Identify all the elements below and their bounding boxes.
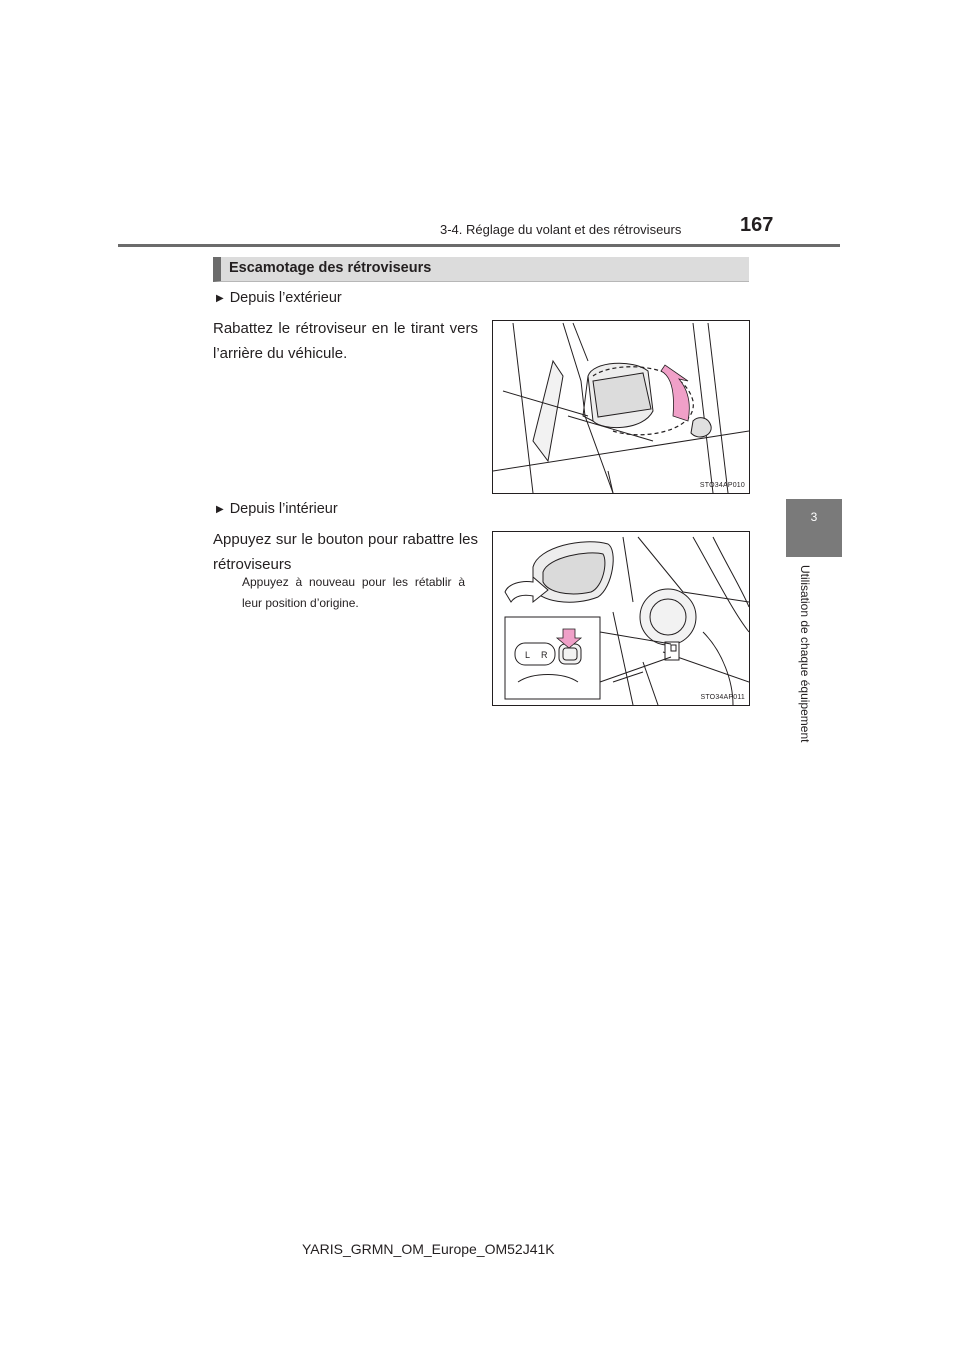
- bullet-triangle-icon: ▶: [216, 504, 224, 515]
- mirror-exterior-illustration: [493, 321, 749, 493]
- figure-code-2: STO34AP011: [700, 694, 745, 701]
- section-title: Escamotage des rétroviseurs: [229, 260, 432, 276]
- instruction-interior: Appuyez sur le bouton pour rabattre les rétroviseurs: [213, 531, 478, 573]
- mirror-switch-illustration: [493, 532, 749, 705]
- bullet-interior: ▶ Depuis l’intérieur: [216, 501, 338, 517]
- figure-interior-switch: [492, 531, 750, 706]
- page-number: 167: [740, 214, 774, 236]
- header-rule: [118, 244, 840, 247]
- chapter-tab: [786, 499, 842, 557]
- chapter-number: 3: [810, 510, 818, 524]
- switch-label-left: L: [525, 650, 531, 660]
- switch-label-right: R: [541, 650, 548, 660]
- header-section-title: 3-4. Réglage du volant et des rétroviseurs: [440, 222, 682, 237]
- footer-document-id: YARIS_GRMN_OM_Europe_OM52J41K: [302, 1241, 555, 1257]
- figure-code-1: STO34AP010: [699, 482, 745, 489]
- chapter-title-vertical: Utilisation de chaque équipement: [798, 565, 812, 743]
- bullet-exterior: ▶ Depuis l’extérieur: [216, 290, 342, 306]
- bullet-triangle-icon: ▶: [216, 293, 224, 304]
- instruction-exterior: Rabattez le rétroviseur en le tirant vers l’arrière du véhicule.: [213, 320, 478, 362]
- fold-arrow-icon: [661, 365, 689, 421]
- figure-exterior-mirror: [492, 320, 750, 494]
- note-interior: Appuyez à nouveau pour les rétablir à leur position d’origine.: [242, 575, 465, 610]
